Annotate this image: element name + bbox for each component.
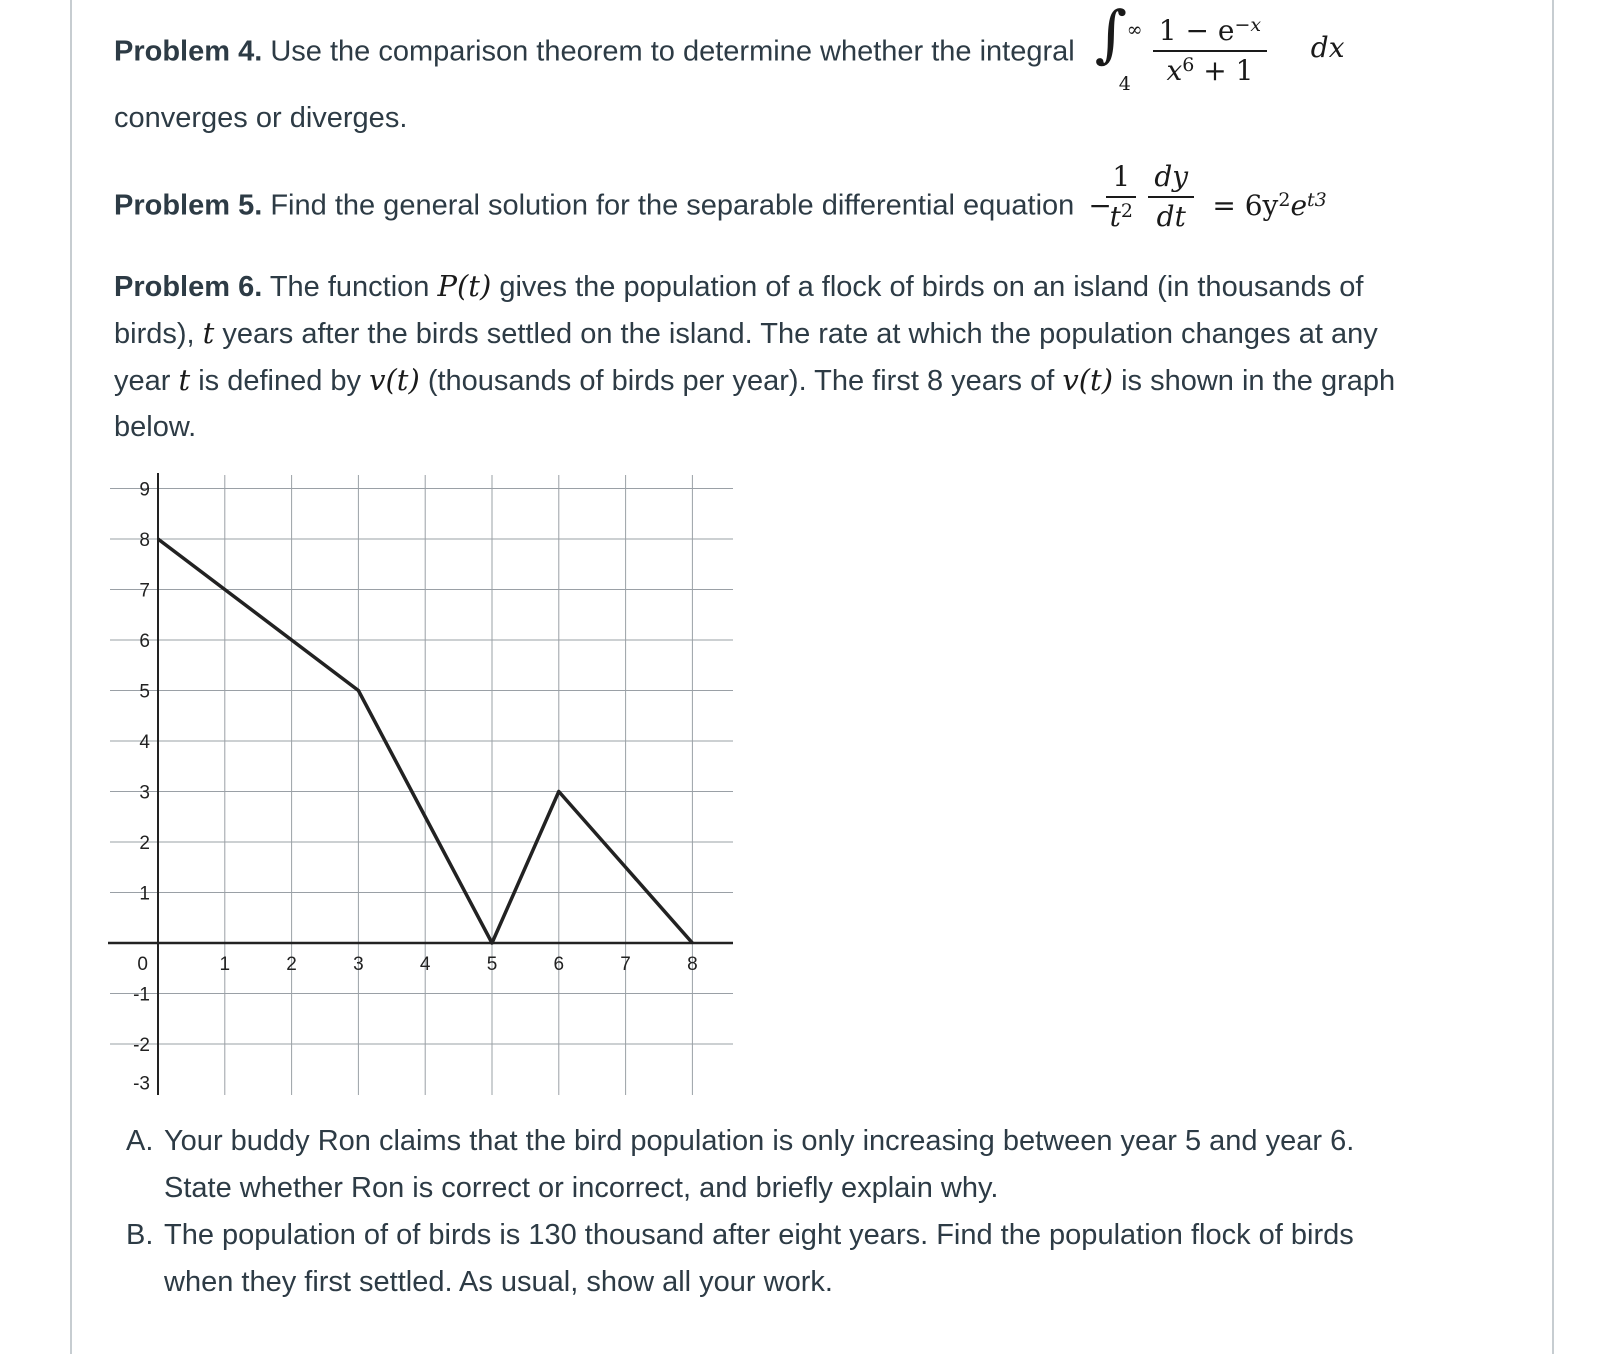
problem-5-text: Find the general solution for the separable differential equation	[270, 189, 1075, 222]
x-tick-label-4: 4	[419, 954, 431, 975]
sub-question-b	[126, 1212, 1526, 1306]
x-tick-label-2: 2	[286, 954, 297, 975]
problem-5	[114, 160, 1534, 242]
y-tick-label-8: 8	[139, 530, 150, 551]
y-tick-label--2: -2	[133, 1035, 150, 1056]
problem-4-label: Problem 4.	[114, 35, 263, 68]
y-tick-label-2: 2	[139, 833, 150, 854]
p-of-t: P(t)	[437, 269, 492, 303]
sub-question-a-text-2: State whether Ron is correct or incorrect, and briefly explain why.	[164, 1172, 999, 1204]
integral-numerator-exp: −x	[1234, 14, 1262, 36]
sub-question-a-label: A.	[126, 1125, 154, 1157]
problem-6-label: Problem 6.	[114, 271, 263, 303]
integral-fraction	[1153, 12, 1267, 90]
problem-4-text: Use the comparison theorem to determine whether the integral	[270, 35, 1075, 68]
problem-5-label: Problem 5.	[114, 189, 263, 222]
sub-question-b-label: B.	[126, 1219, 154, 1251]
x-tick-label-8: 8	[687, 954, 698, 975]
y-tick-label-9: 9	[139, 479, 150, 501]
x-tick-label-1: 1	[219, 954, 231, 975]
equation-fraction-1-num: 1	[1106, 158, 1136, 198]
y-tick-label-1: 1	[139, 883, 150, 905]
integral-denominator-exp: 6	[1182, 54, 1195, 76]
equation-fraction-1-den: t	[1109, 200, 1121, 233]
y-tick-label--3: -3	[133, 1073, 150, 1095]
equation-fraction-2-num: dy	[1148, 158, 1194, 198]
problem-4	[114, 0, 1534, 95]
x-tick-label-3: 3	[353, 954, 364, 975]
differential-equation	[1082, 160, 1342, 242]
sub-question-list	[126, 1118, 1526, 1306]
equation-fraction-1	[1106, 158, 1136, 236]
velocity-graph	[105, 470, 745, 1100]
y-tick-label-6: 6	[139, 631, 150, 652]
equation-minus: −	[1088, 189, 1112, 222]
sub-question-b-text-2: when they first settled. As usual, show all your work.	[164, 1266, 833, 1298]
problem-6-line-1	[114, 262, 1534, 311]
x-tick-label-7: 7	[620, 954, 631, 975]
y-tick-label-3: 3	[139, 782, 150, 804]
equation-rhs: = $6y^2e^{t3}$	[1212, 189, 1327, 222]
x-tick-label-6: 6	[553, 954, 565, 975]
integral-expression	[1083, 0, 1345, 95]
integral-lower-limit: 4	[1118, 73, 1131, 95]
sub-question-b-text: The population of of birds is 130 thousand after eight years. Find the population flock of birds	[164, 1219, 1354, 1251]
problem-6-line-2: birds), t years after the birds settled on the island. The rate at which the population changes at any	[114, 316, 1378, 350]
sub-question-a-text: Your buddy Ron claims that the bird population is only increasing between year 5 and year 6.	[164, 1125, 1355, 1157]
problem-6-line-3: year t is defined by v(t) (thousands of birds per year). The first 8 years of v(t) is shown in the graph	[114, 363, 1396, 397]
x-tick-label-5: 5	[486, 954, 498, 975]
problem-6-text-1b: gives the population of a flock of birds on an island (in thousands of	[491, 271, 1364, 303]
equation-fraction-2-den: dt	[1156, 200, 1186, 233]
y-tick-label-4: 4	[139, 732, 150, 753]
origin-label: 0	[137, 954, 148, 975]
integral-dx: dx	[1310, 31, 1345, 64]
integral-denominator-tail: + 1	[1194, 54, 1254, 87]
integral-upper-limit: ∞	[1126, 19, 1143, 41]
problem-6-text-1a: The function	[269, 271, 438, 303]
y-tick-label--1: -1	[133, 984, 150, 1006]
equation-fraction-2	[1148, 158, 1194, 236]
integral-denominator: x	[1166, 54, 1183, 87]
problem-6-line-4: below.	[114, 411, 197, 443]
y-tick-label-5: 5	[139, 681, 150, 703]
equation-fraction-1-den-exp: 2	[1120, 200, 1133, 222]
integral-sign: ∫	[1094, 0, 1128, 70]
y-tick-label-7: 7	[139, 580, 150, 602]
sub-question-a	[126, 1118, 1526, 1212]
problem-4-continuation: converges or diverges.	[114, 102, 408, 134]
integral-numerator: 1 − e	[1158, 14, 1235, 47]
